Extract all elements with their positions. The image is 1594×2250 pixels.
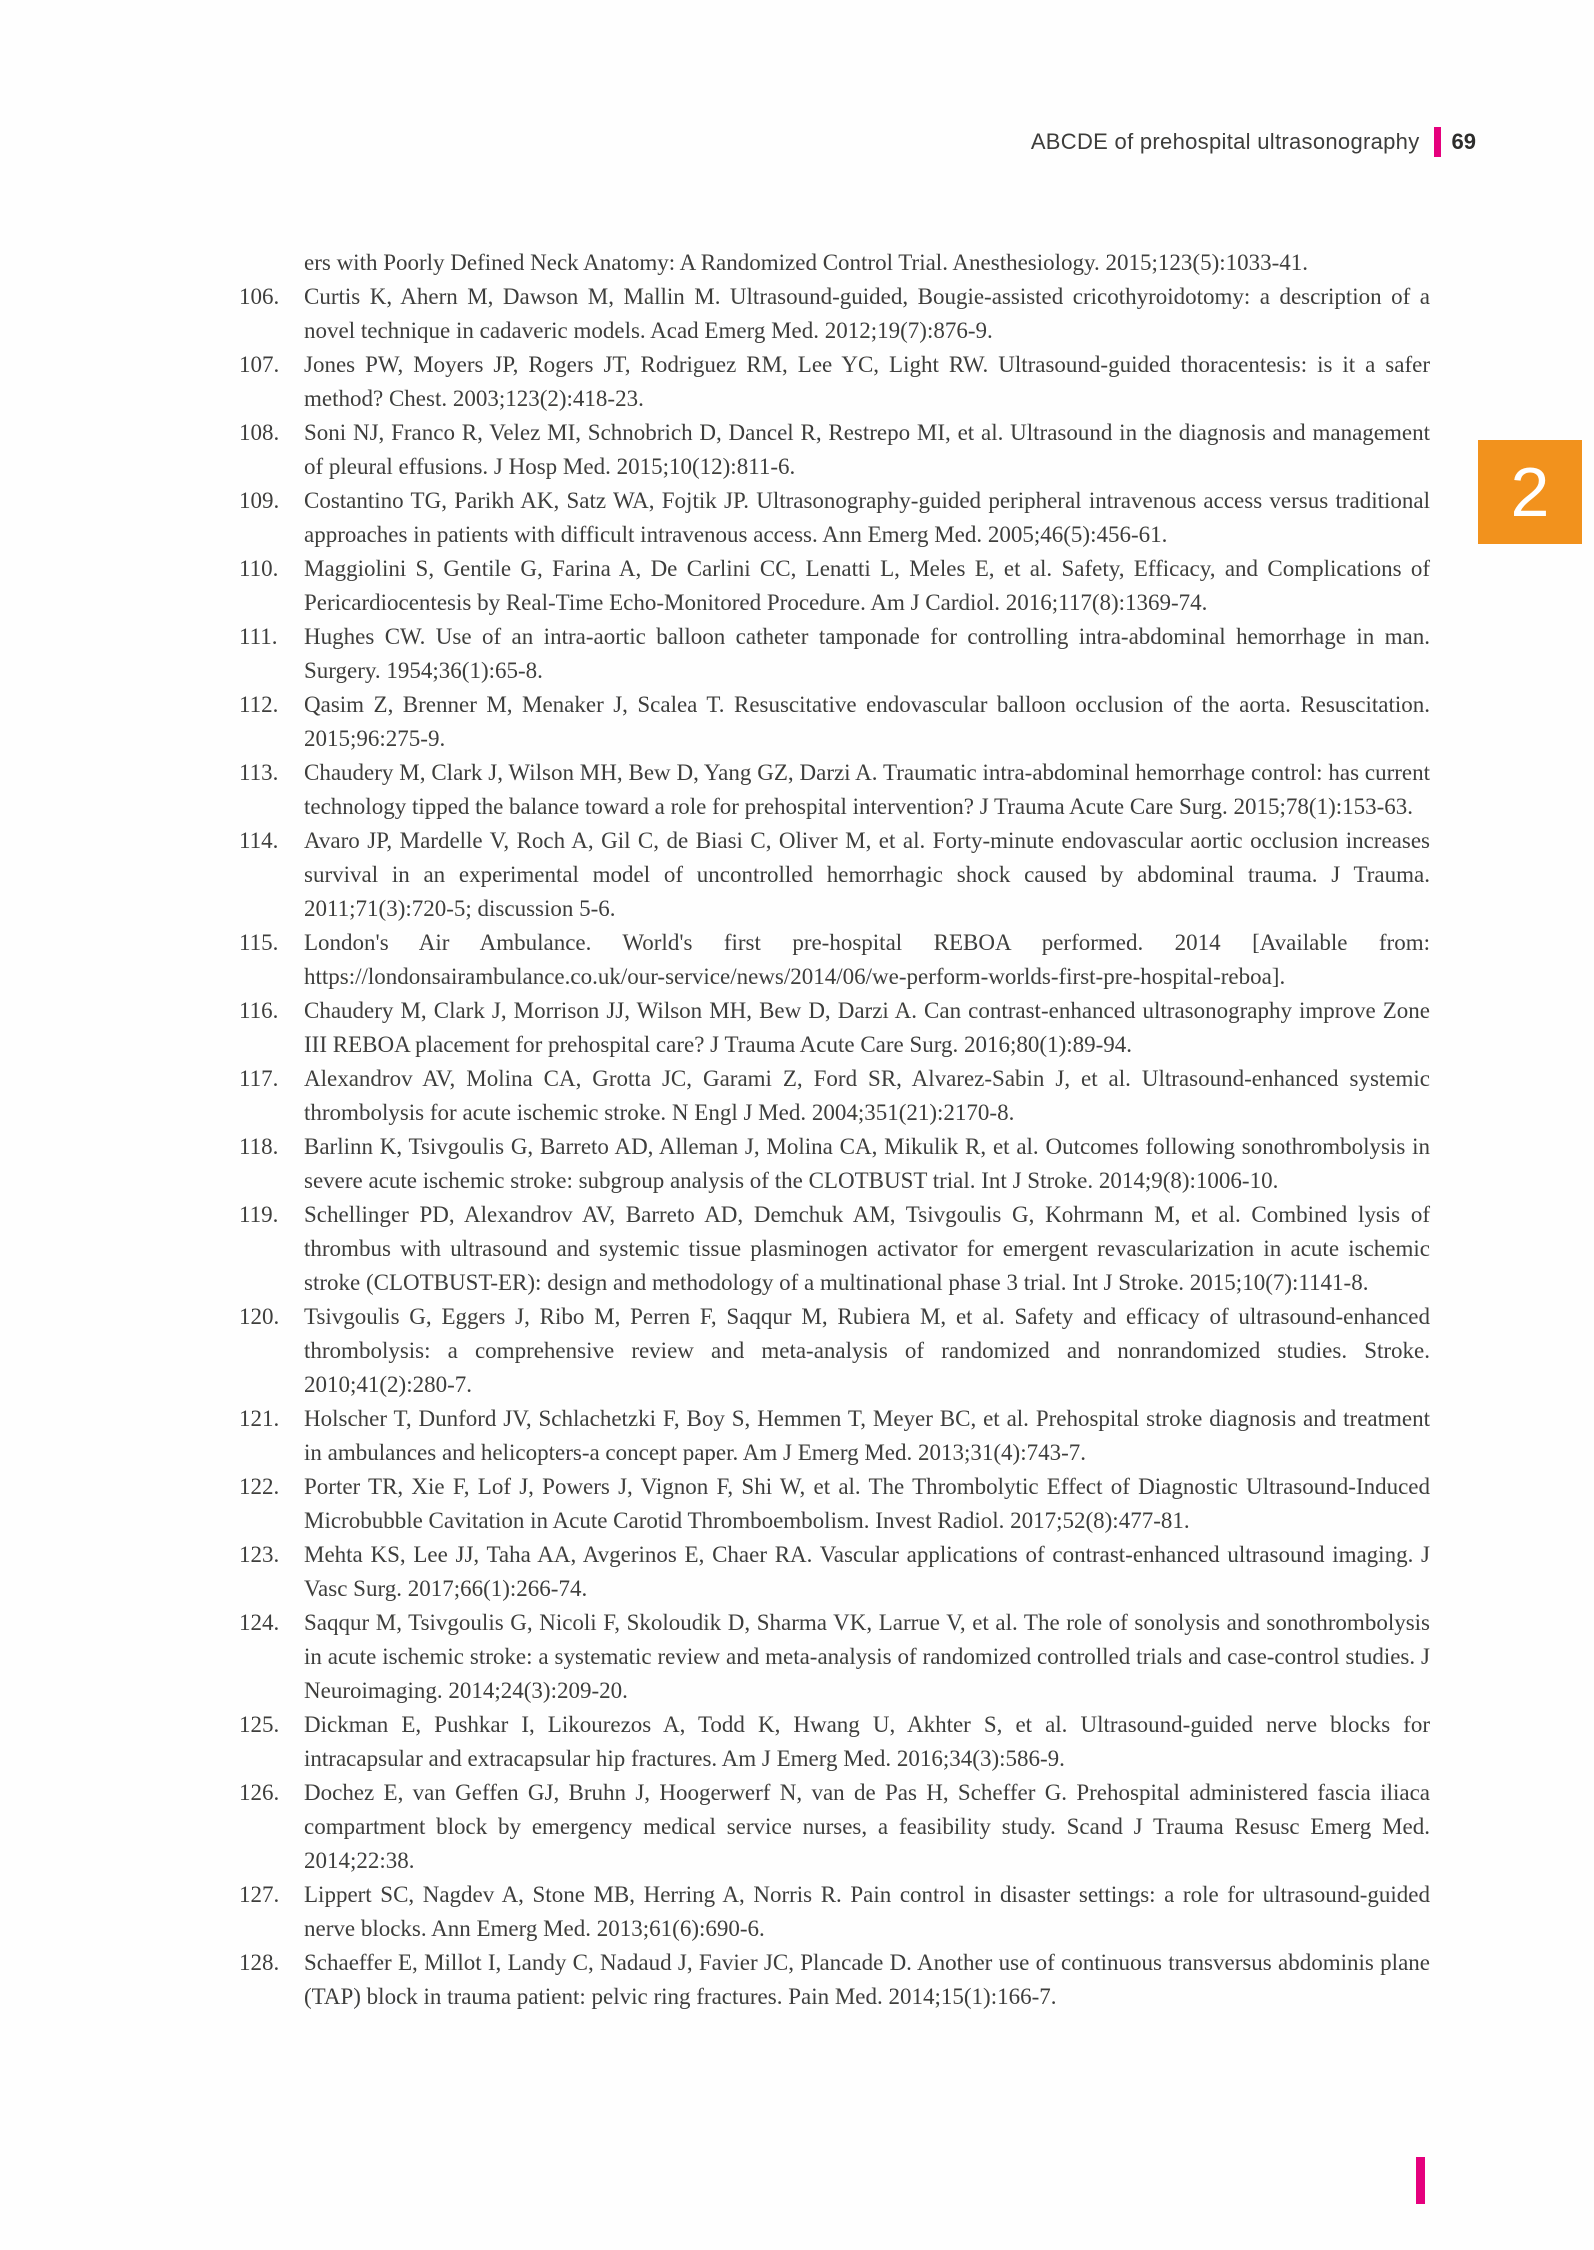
reference-number: 110. — [239, 556, 279, 581]
reference-text: Alexandrov AV, Molina CA, Grotta JC, Garami Z, Ford SR, Alvarez-Sabin J, et al. Ultrasound-enhanced systemic thrombolysis for acute ischemic stroke. N Engl J Med. 2004;351(21):2170-8. — [304, 1066, 1430, 1125]
reference-number: 116. — [239, 998, 279, 1023]
reference-number — [239, 246, 304, 280]
reference-item — [239, 688, 1430, 756]
reference-text: London's Air Ambulance. World's first pre-hospital REBOA performed. 2014 [Available from: https://londonsairambulance.co.uk/our-service/news/2014/06/we-perform-worlds-first-pre-hospital-reboa]. — [304, 930, 1430, 989]
reference-text: Lippert SC, Nagdev A, Stone MB, Herring A, Norris R. Pain control in disaster settings: a role for ultrasound-guided nerve blocks. Ann Emerg Med. 2013;61(6):690-6. — [304, 1882, 1430, 1941]
reference-number: 120. — [239, 1304, 280, 1329]
reference-text: Saqqur M, Tsivgoulis G, Nicoli F, Skoloudik D, Sharma VK, Larrue V, et al. The role of sonolysis and sonothrombolysis in acute ischemic stroke: a systematic review and meta-analysis of randomized controlled trials and case-control studies. J Neuroimaging. 2014;24(3):209-20. — [304, 1610, 1430, 1703]
reference-number: 119. — [239, 1202, 279, 1227]
reference-item — [239, 280, 1430, 348]
reference-item — [239, 1946, 1430, 2014]
reference-item — [239, 416, 1430, 484]
reference-text: Soni NJ, Franco R, Velez MI, Schnobrich D, Dancel R, Restrepo MI, et al. Ultrasound in the diagnosis and management of pleural effusions. J Hosp Med. 2015;10(12):811-6. — [304, 420, 1430, 479]
reference-text: Hughes CW. Use of an intra-aortic balloon catheter tamponade for controlling intra-abdominal hemorrhage in man. Surgery. 1954;36(1):65-8. — [304, 624, 1430, 683]
reference-text: Mehta KS, Lee JJ, Taha AA, Avgerinos E, Chaer RA. Vascular applications of contrast-enhanced ultrasound imaging. J Vasc Surg. 2017;66(1):266-74. — [304, 1542, 1430, 1601]
reference-number: 109. — [239, 488, 280, 513]
reference-text: Porter TR, Xie F, Lof J, Powers J, Vignon F, Shi W, et al. The Thrombolytic Effect of Diagnostic Ultrasound-Induced Microbubble Cavitation in Acute Carotid Thromboembolism. Invest Radiol. 2017;52(8):477-81. — [304, 1474, 1430, 1533]
reference-number: 122. — [239, 1474, 280, 1499]
reference-text: Jones PW, Moyers JP, Rogers JT, Rodriguez RM, Lee YC, Light RW. Ultrasound-guided thoracentesis: is it a safer method? Chest. 2003;123(2):418-23. — [304, 352, 1430, 411]
reference-text: Dochez E, van Geffen GJ, Bruhn J, Hoogerwerf N, van de Pas H, Scheffer G. Prehospital administered fascia iliaca compartment block by emergency medical service nurses, a feasibility study. Scand J Trauma Resusc Emerg Med. 2014;22:38. — [304, 1780, 1430, 1873]
reference-item — [239, 1708, 1430, 1776]
reference-text: Dickman E, Pushkar I, Likourezos A, Todd K, Hwang U, Akhter S, et al. Ultrasound-guided nerve blocks for intracapsular and extracapsular hip fractures. Am J Emerg Med. 2016;34(3):586-9. — [304, 1712, 1430, 1771]
reference-number: 106. — [239, 284, 280, 309]
reference-number: 126. — [239, 1780, 280, 1805]
reference-item — [239, 756, 1430, 824]
reference-item — [239, 926, 1430, 994]
reference-item — [239, 1538, 1430, 1606]
reference-item — [239, 1198, 1430, 1300]
reference-text: Schellinger PD, Alexandrov AV, Barreto AD, Demchuk AM, Tsivgoulis G, Kohrmann M, et al. Combined lysis of thrombus with ultrasound and systemic tissue plasminogen activator for emergent revascularization in acute ischemic stroke (CLOTBUST-ER): design and methodology of a multinational phase 3 trial. Int J Stroke. 2015;10(7):1141-8. — [304, 1202, 1430, 1295]
reference-text: Avaro JP, Mardelle V, Roch A, Gil C, de Biasi C, Oliver M, et al. Forty-minute endovascular aortic occlusion increases survival in an experimental model of uncontrolled hemorrhagic shock caused by abdominal trauma. J Trauma. 2011;71(3):720-5; discussion 5-6. — [304, 828, 1430, 921]
reference-item — [239, 1402, 1430, 1470]
reference-item — [239, 1606, 1430, 1708]
reference-item — [239, 246, 1430, 280]
references-list — [239, 246, 1430, 2014]
page-number: 69 — [1451, 129, 1476, 154]
reference-number: 113. — [239, 760, 279, 785]
reference-item — [239, 1776, 1430, 1878]
reference-item — [239, 552, 1430, 620]
page-header — [1031, 127, 1476, 157]
reference-number: 128. — [239, 1950, 280, 1975]
header-divider-bar — [1434, 127, 1441, 157]
reference-text: Barlinn K, Tsivgoulis G, Barreto AD, Alleman J, Molina CA, Mikulik R, et al. Outcomes following sonothrombolysis in severe acute ischemic stroke: subgroup analysis of the CLOTBUST trial. Int J Stroke. 2014;9(8):1006-10. — [304, 1134, 1430, 1193]
reference-number: 117. — [239, 1066, 279, 1091]
reference-text: Chaudery M, Clark J, Morrison JJ, Wilson MH, Bew D, Darzi A. Can contrast-enhanced ultrasonography improve Zone III REBOA placement for prehospital care? J Trauma Acute Care Surg. 2016;80(1):89-94. — [304, 998, 1430, 1057]
reference-item — [239, 348, 1430, 416]
reference-text: Holscher T, Dunford JV, Schlachetzki F, Boy S, Hemmen T, Meyer BC, et al. Prehospital stroke diagnosis and treatment in ambulances and helicopters-a concept paper. Am J Emerg Med. 2013;31(4):743-7. — [304, 1406, 1430, 1465]
reference-item — [239, 1130, 1430, 1198]
reference-number: 112. — [239, 692, 279, 717]
reference-item — [239, 1470, 1430, 1538]
reference-number: 125. — [239, 1712, 280, 1737]
reference-item — [239, 1300, 1430, 1402]
reference-number: 124. — [239, 1610, 280, 1635]
reference-number: 115. — [239, 930, 279, 955]
reference-number: 111. — [239, 624, 278, 649]
reference-text: ers with Poorly Defined Neck Anatomy: A Randomized Control Trial. Anesthesiology. 2015;123(5):1033-41. — [304, 250, 1309, 275]
reference-number: 108. — [239, 420, 280, 445]
reference-number: 123. — [239, 1542, 280, 1567]
reference-text: Qasim Z, Brenner M, Menaker J, Scalea T. Resuscitative endovascular balloon occlusion of the aorta. Resuscitation. 2015;96:275-9. — [304, 692, 1430, 751]
reference-number: 114. — [239, 828, 279, 853]
reference-text: Schaeffer E, Millot I, Landy C, Nadaud J, Favier JC, Plancade D. Another use of continuous transversus abdominis plane (TAP) block in trauma patient: pelvic ring fractures. Pain Med. 2014;15(1):166-7. — [304, 1950, 1430, 2009]
reference-number: 127. — [239, 1882, 280, 1907]
reference-text: Costantino TG, Parikh AK, Satz WA, Fojtik JP. Ultrasonography-guided peripheral intravenous access versus traditional approaches in patients with difficult intravenous access. Ann Emerg Med. 2005;46(5):456-61. — [304, 488, 1430, 547]
reference-item — [239, 824, 1430, 926]
chapter-number-tab — [1478, 440, 1582, 544]
reference-text: Chaudery M, Clark J, Wilson MH, Bew D, Yang GZ, Darzi A. Traumatic intra-abdominal hemorrhage control: has current technology tipped the balance toward a role for prehospital intervention? J Trauma Acute Care Surg. 2015;78(1):153-63. — [304, 760, 1430, 819]
footer-accent-bar — [1416, 2157, 1425, 2204]
reference-text: Maggiolini S, Gentile G, Farina A, De Carlini CC, Lenatti L, Meles E, et al. Safety, Efficacy, and Complications of Pericardiocentesis by Real-Time Echo-Monitored Procedure. Am J Cardiol. 2016;117(8):1369-74. — [304, 556, 1430, 615]
reference-item — [239, 994, 1430, 1062]
reference-item — [239, 620, 1430, 688]
reference-text: Curtis K, Ahern M, Dawson M, Mallin M. Ultrasound-guided, Bougie-assisted cricothyroidotomy: a description of a novel technique in cadaveric models. Acad Emerg Med. 2012;19(7):876-9. — [304, 284, 1430, 343]
reference-number: 107. — [239, 352, 280, 377]
reference-number: 121. — [239, 1406, 280, 1431]
reference-text: Tsivgoulis G, Eggers J, Ribo M, Perren F, Saqqur M, Rubiera M, et al. Safety and efficacy of ultrasound-enhanced thrombolysis: a comprehensive review and meta-analysis of randomized and nonrandomized studies. Stroke. 2010;41(2):280-7. — [304, 1304, 1430, 1397]
reference-item — [239, 1062, 1430, 1130]
reference-number: 118. — [239, 1134, 279, 1159]
reference-item — [239, 484, 1430, 552]
reference-item — [239, 1878, 1430, 1946]
chapter-number: 2 — [1510, 453, 1550, 531]
running-title: ABCDE of prehospital ultrasonography — [1030, 129, 1420, 154]
